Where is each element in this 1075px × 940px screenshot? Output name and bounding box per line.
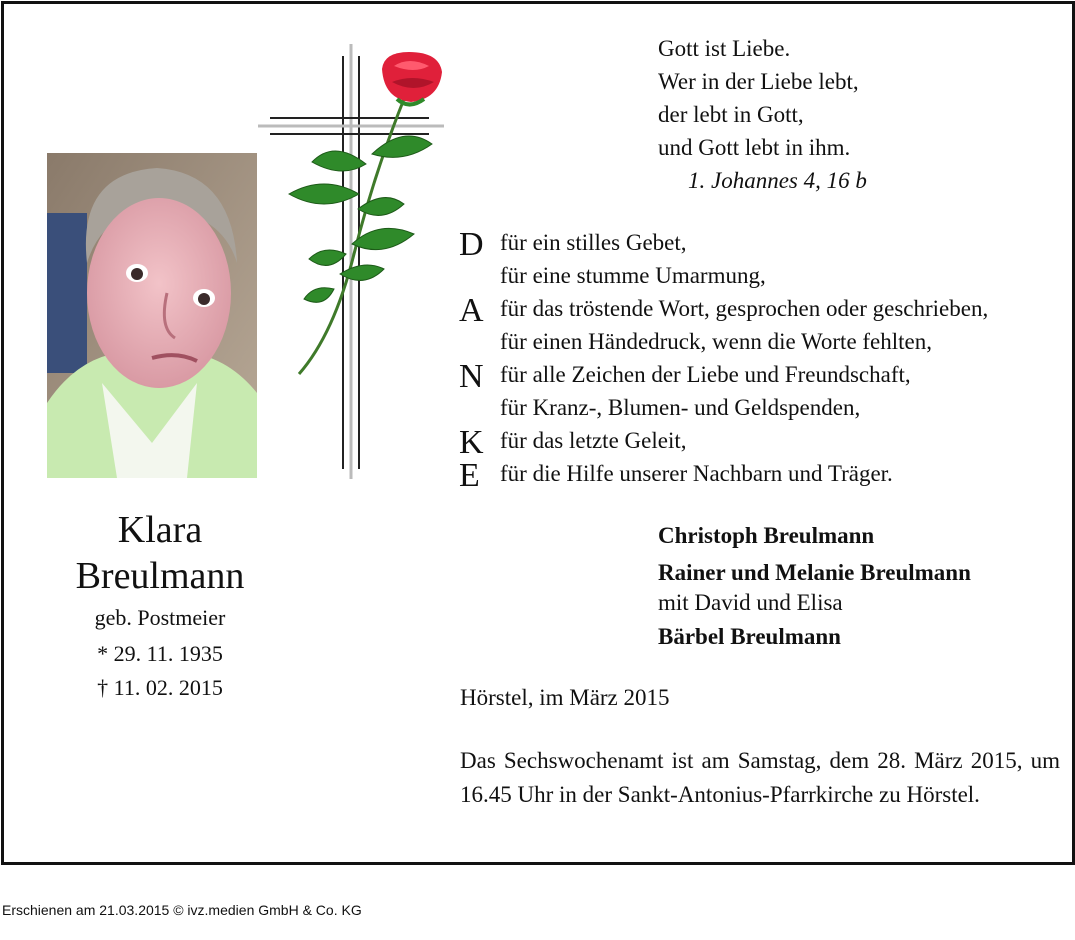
verse-line: Wer in der Liebe lebt, (658, 69, 859, 94)
danke-row (459, 292, 1069, 329)
publication-footer: Erschienen am 21.03.2015 © ivz.medien GmbH & Co. KG (2, 902, 362, 918)
death-date: † 11. 02. 2015 (97, 675, 223, 700)
obituary-card (1, 1, 1075, 865)
verse-line: und Gott lebt in ihm. (658, 135, 851, 160)
danke-row (459, 325, 1069, 358)
danke-text: für Kranz-, Blumen- und Geldspenden, (500, 395, 861, 420)
danke-list (459, 226, 1069, 494)
family-member-name: Christoph Breulmann (658, 523, 875, 548)
danke-text: für das letzte Geleit, (500, 428, 687, 453)
danke-row (459, 358, 1069, 395)
place-date: Hörstel, im März 2015 (460, 685, 670, 710)
deceased-info (44, 507, 276, 705)
danke-row (459, 226, 1069, 263)
danke-text: für einen Händedruck, wenn die Worte fehlten, (500, 329, 933, 354)
danke-text: für ein stilles Gebet, (500, 230, 687, 255)
danke-letter: A (459, 292, 484, 329)
danke-row (459, 259, 1069, 292)
verse-reference: 1. Johannes 4, 16 b (688, 168, 867, 193)
birth-name: geb. Postmeier (94, 605, 226, 630)
danke-text: für die Hilfe unserer Nachbarn und Träger. (500, 461, 893, 486)
danke-letter: K (459, 424, 484, 461)
danke-row (459, 457, 1069, 494)
cross-with-rose (254, 44, 454, 484)
danke-row (459, 424, 1069, 461)
danke-text: für eine stumme Umarmung, (500, 263, 766, 288)
service-notice: Das Sechswochenamt ist am Samstag, dem 28. März 2015, um 16.45 Uhr in der Sankt-Antonius-Pfarrkirche zu Hörstel. (460, 748, 1060, 807)
danke-text: für das tröstende Wort, gesprochen oder geschrieben, (500, 296, 989, 321)
portrait-photo-icon (47, 153, 257, 478)
danke-letter: D (459, 226, 484, 263)
verse-line: Gott ist Liebe. (658, 36, 791, 61)
danke-letter: E (459, 457, 480, 494)
last-name: Breulmann (75, 555, 245, 597)
family-member-name: Rainer und Melanie Breulmann (658, 560, 971, 585)
family-signatures (658, 519, 971, 653)
family-member-note: mit David und Elisa (658, 590, 843, 615)
bible-verse (658, 32, 867, 197)
danke-row (459, 391, 1069, 424)
verse-line: der lebt in Gott, (658, 102, 804, 127)
cross-with-rose-icon (254, 44, 454, 484)
danke-text: für alle Zeichen der Liebe und Freundschaft, (500, 362, 911, 387)
danke-letter: N (459, 358, 484, 395)
birth-date: * 29. 11. 1935 (97, 641, 223, 666)
portrait-photo (47, 153, 257, 478)
first-name: Klara (117, 509, 203, 551)
family-member-name: Bärbel Breulmann (658, 624, 841, 649)
